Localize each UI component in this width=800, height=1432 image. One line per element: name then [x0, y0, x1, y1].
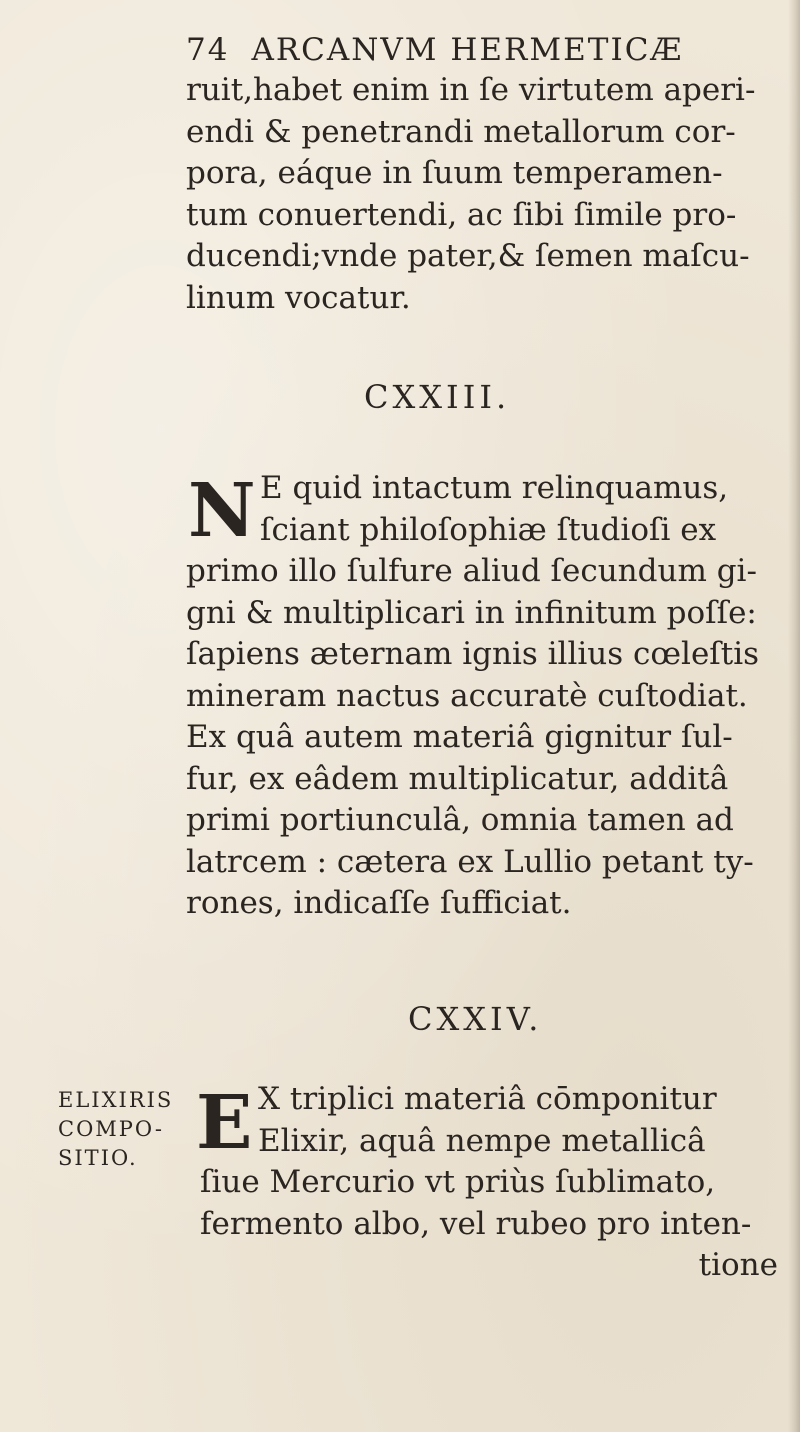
text-line: ſiue Mercurio vt priùs ſublimato, — [200, 1164, 716, 1200]
text-line: fur, ex eâdem multiplicatur, additâ — [186, 760, 729, 797]
text-line: ſciant philoſophiæ ſtudioſi ex — [260, 511, 717, 548]
margin-note — [58, 1086, 188, 1173]
text-line: linum vocatur. — [186, 279, 411, 316]
text-line: tum conuertendi, ac ſibi ſimile pro- — [186, 196, 737, 233]
text-line: mineram nactus accuratè cuſtodiat. — [186, 677, 748, 714]
text-line: E quid intactum relinquamus, — [260, 470, 729, 506]
running-header — [186, 32, 746, 68]
drop-cap-e: E — [196, 1080, 253, 1166]
text-line: Ex quâ autem materiâ gignitur ſul- — [186, 719, 733, 755]
text-line: endi & penetrandi metallorum cor- — [186, 113, 736, 150]
text-line: gni & multiplicari in infinitum poſſe: — [186, 594, 757, 631]
section-124-body — [186, 1079, 796, 1287]
margin-note-line: SITIO. — [58, 1146, 138, 1170]
text-line: pora, eáque in ſuum temperamen- — [186, 155, 723, 191]
text-line: primo illo ſulfure aliud ſecundum gi- — [186, 553, 757, 589]
text-line: primi portiunculâ, omnia tamen ad — [186, 802, 734, 838]
text-line: latrcem : cætera ex Lullio petant ty- — [186, 843, 754, 880]
text-line: X triplici materiâ cōmponitur — [258, 1081, 717, 1117]
drop-cap-n: N — [188, 468, 256, 554]
text-line: fermento albo, vel rubeo pro inten- — [200, 1205, 752, 1242]
text-line: ducendi;vnde pater,& ſemen maſcu- — [186, 238, 750, 274]
text-line: ruit,habet enim in ſe virtutem aperi- — [186, 72, 756, 108]
margin-note-line: ELIXIRIS — [58, 1088, 174, 1112]
text-line: Elixir, aquâ nempe metallicâ — [258, 1122, 706, 1159]
catchword: tione — [698, 1247, 778, 1283]
running-title: ARCANVM HERMETICÆ — [251, 32, 684, 68]
section-heading-124: CXXIV. — [408, 1000, 543, 1038]
section-123-body — [186, 468, 796, 925]
paragraph-1 — [186, 70, 796, 319]
page-number: 74 — [186, 32, 230, 68]
text-line: ſapiens æternam ignis illius cœleſtis — [186, 636, 760, 672]
margin-note-line: COMPO- — [58, 1117, 164, 1141]
text-line: rones, indicaſſe ſufficiat. — [186, 885, 572, 921]
section-heading-123: CXXIII. — [364, 378, 511, 416]
